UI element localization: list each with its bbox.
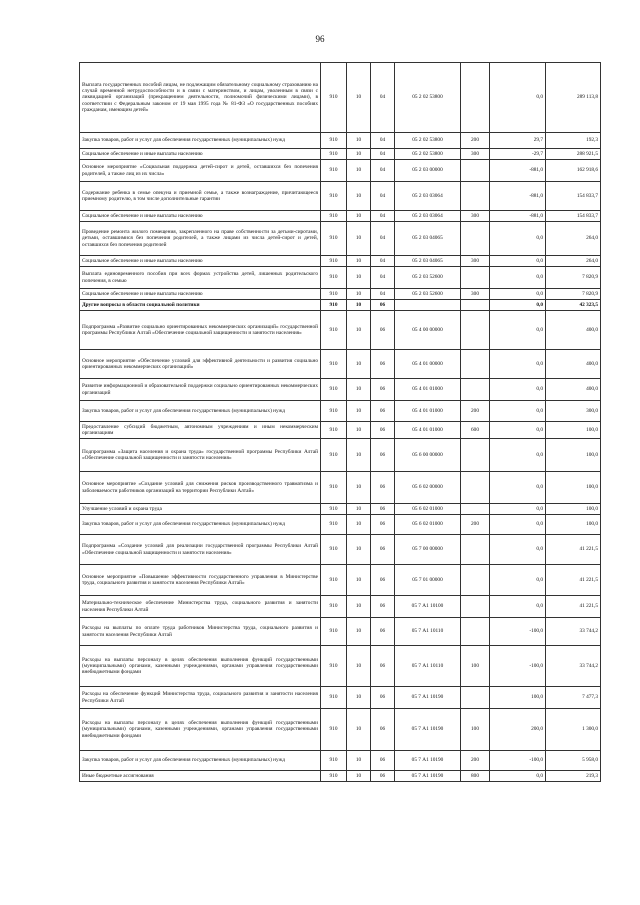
change-amount: 200,0 bbox=[490, 709, 546, 751]
row-name: Основное мероприятие «Обеспечение условий для эффективной деятельности и развития социально ориентированных некоммерческих организаций» bbox=[80, 350, 321, 379]
expense-type-code: 200 bbox=[461, 133, 490, 149]
table-row bbox=[80, 182, 601, 211]
section-code: 10 bbox=[347, 751, 371, 771]
section-code: 10 bbox=[347, 211, 371, 222]
total-amount: 100,0 bbox=[546, 515, 601, 535]
expense-type-code bbox=[461, 535, 490, 565]
expense-type-code: 300 bbox=[461, 289, 490, 300]
section-code: 10 bbox=[347, 504, 371, 515]
subsection-code: 06 bbox=[371, 401, 395, 422]
table-row bbox=[80, 751, 601, 771]
table-row bbox=[80, 211, 601, 222]
gr-code: 910 bbox=[321, 535, 347, 565]
table-row bbox=[80, 300, 601, 311]
expense-type-code: 800 bbox=[461, 771, 490, 782]
change-amount: -29,7 bbox=[490, 149, 546, 160]
table-row bbox=[80, 709, 601, 751]
target-article-code: 05 4 00 00000 bbox=[395, 311, 461, 350]
expense-type-code: 100 bbox=[461, 646, 490, 687]
expense-type-code bbox=[461, 618, 490, 646]
section-code: 10 bbox=[347, 149, 371, 160]
subsection-code: 06 bbox=[371, 439, 395, 472]
target-article-code: 05 2 03 52600 bbox=[395, 289, 461, 300]
gr-code: 910 bbox=[321, 350, 347, 379]
subsection-code: 06 bbox=[371, 535, 395, 565]
subsection-code: 06 bbox=[371, 379, 395, 401]
gr-code: 910 bbox=[321, 63, 347, 133]
target-article-code: 05 2 02 53800 bbox=[395, 149, 461, 160]
expense-type-code: 200 bbox=[461, 401, 490, 422]
total-amount: 7 477,3 bbox=[546, 687, 601, 709]
target-article-code: 05 7 А1 10100 bbox=[395, 596, 461, 618]
target-article-code: 05 7 00 00000 bbox=[395, 535, 461, 565]
row-name: Расходы на обеспечение функций Министерства труда, социального развития и занятости населения Республики Алтай bbox=[80, 687, 321, 709]
row-name: Проведение ремонта жилого помещения, закрепленного на праве собственности за детьми-сиротами, детьми, оставшимися без попечения родителей, а также лицами из числа детей-сирот и детей, оставшихся без попечения родителей bbox=[80, 222, 321, 256]
row-name: Предоставление субсидий бюджетным, автономным учреждениям и иным некоммерческим организациям bbox=[80, 422, 321, 439]
section-code: 10 bbox=[347, 222, 371, 256]
row-name: Материально-техническое обеспечение Министерства труда, социального развития и занятости населения Республики Алтай bbox=[80, 596, 321, 618]
section-code: 10 bbox=[347, 618, 371, 646]
row-name: Подпрограмма «Развитие социально ориентированных некоммерческих организаций» государственной программы Республики Алтай «Обеспечение социальной защищенности и занятости населения» bbox=[80, 311, 321, 350]
section-code: 10 bbox=[347, 401, 371, 422]
total-amount: 33 744,2 bbox=[546, 646, 601, 687]
gr-code: 910 bbox=[321, 504, 347, 515]
gr-code: 910 bbox=[321, 618, 347, 646]
gr-code: 910 bbox=[321, 222, 347, 256]
change-amount: 0,0 bbox=[490, 596, 546, 618]
target-article-code bbox=[395, 300, 461, 311]
target-article-code: 05 2 03 04065 bbox=[395, 222, 461, 256]
section-code: 10 bbox=[347, 300, 371, 311]
subsection-code: 06 bbox=[371, 618, 395, 646]
target-article-code: 05 7 А1 10190 bbox=[395, 687, 461, 709]
target-article-code: 05 2 02 53800 bbox=[395, 133, 461, 149]
subsection-code: 04 bbox=[371, 211, 395, 222]
subsection-code: 06 bbox=[371, 515, 395, 535]
target-article-code: 05 6 02 01000 bbox=[395, 515, 461, 535]
subsection-code: 06 bbox=[371, 311, 395, 350]
row-name: Выплата государственных пособий лицам, не подлежащим обязательному социальному страхованию на случай временной нетрудоспособности и в связи с материнством, и лицам, уволенным в связи с ликвидацией организаций (прекращением деятельности, полномочий физическими лицами), в соответствии с Федеральным законом от 19 мая 1995 года № 81-ФЗ «О государственных пособиях гражданам, имеющим детей» bbox=[80, 63, 321, 133]
subsection-code: 06 bbox=[371, 472, 395, 504]
row-name: Закупка товаров, работ и услуг для обеспечения государственных (муниципальных) нужд bbox=[80, 133, 321, 149]
section-code: 10 bbox=[347, 771, 371, 782]
expense-type-code bbox=[461, 439, 490, 472]
total-amount: 219,3 bbox=[546, 771, 601, 782]
change-amount: 0,0 bbox=[490, 439, 546, 472]
total-amount: 400,0 bbox=[546, 379, 601, 401]
change-amount: 0,0 bbox=[490, 565, 546, 596]
change-amount: 0,0 bbox=[490, 504, 546, 515]
gr-code: 910 bbox=[321, 472, 347, 504]
section-code: 10 bbox=[347, 267, 371, 289]
table-row bbox=[80, 535, 601, 565]
subsection-code: 06 bbox=[371, 596, 395, 618]
gr-code: 910 bbox=[321, 211, 347, 222]
gr-code: 910 bbox=[321, 596, 347, 618]
total-amount: 100,0 bbox=[546, 472, 601, 504]
target-article-code: 05 4 01 01000 bbox=[395, 401, 461, 422]
row-name: Социальное обеспечение и иные выплаты населению bbox=[80, 289, 321, 300]
target-article-code: 05 2 03 00000 bbox=[395, 160, 461, 182]
subsection-code: 06 bbox=[371, 300, 395, 311]
change-amount: -881,0 bbox=[490, 160, 546, 182]
expense-type-code bbox=[461, 267, 490, 289]
table-row bbox=[80, 63, 601, 133]
expense-type-code: 300 bbox=[461, 149, 490, 160]
subsection-code: 06 bbox=[371, 422, 395, 439]
gr-code: 910 bbox=[321, 379, 347, 401]
target-article-code: 05 7 А1 10110 bbox=[395, 646, 461, 687]
table-row bbox=[80, 133, 601, 149]
table-row bbox=[80, 149, 601, 160]
gr-code: 910 bbox=[321, 133, 347, 149]
row-name: Выплата единовременного пособия при всех формах устройства детей, лишенных родительского попечения, в семью bbox=[80, 267, 321, 289]
change-amount: 0,0 bbox=[490, 771, 546, 782]
expense-type-code bbox=[461, 300, 490, 311]
row-name: Закупка товаров, работ и услуг для обеспечения государственных (муниципальных) нужд bbox=[80, 751, 321, 771]
expense-type-code bbox=[461, 379, 490, 401]
row-name: Подпрограмма «Защита населения и охрана труда» государственной программы Республики Алтай «Обеспечение социальной защищенности и занятости населения» bbox=[80, 439, 321, 472]
total-amount: 154 833,7 bbox=[546, 182, 601, 211]
total-amount: 41 221,5 bbox=[546, 596, 601, 618]
gr-code: 910 bbox=[321, 439, 347, 472]
total-amount: 1 300,0 bbox=[546, 709, 601, 751]
section-code: 10 bbox=[347, 515, 371, 535]
page-number: 96 bbox=[315, 34, 325, 44]
change-amount: -100,0 bbox=[490, 751, 546, 771]
change-amount: 100,0 bbox=[490, 687, 546, 709]
subsection-code: 04 bbox=[371, 149, 395, 160]
expense-type-code bbox=[461, 160, 490, 182]
total-amount: 41 221,5 bbox=[546, 535, 601, 565]
expense-type-code bbox=[461, 687, 490, 709]
target-article-code: 05 6 00 00000 bbox=[395, 439, 461, 472]
row-name: Социальное обеспечение и иные выплаты населению bbox=[80, 256, 321, 267]
gr-code: 910 bbox=[321, 182, 347, 211]
total-amount: 42 323,5 bbox=[546, 300, 601, 311]
table-row bbox=[80, 311, 601, 350]
row-name: Содержание ребенка в семье опекуна и приемной семье, а также вознаграждение, причитающееся приемному родителю, в том числе дополнительные гарантии bbox=[80, 182, 321, 211]
section-code: 10 bbox=[347, 422, 371, 439]
total-amount: 100,0 bbox=[546, 422, 601, 439]
gr-code: 910 bbox=[321, 289, 347, 300]
section-code: 10 bbox=[347, 160, 371, 182]
table-row bbox=[80, 618, 601, 646]
row-name: Улучшение условий и охрана труда bbox=[80, 504, 321, 515]
subsection-code: 04 bbox=[371, 160, 395, 182]
change-amount: 0,0 bbox=[490, 401, 546, 422]
gr-code: 910 bbox=[321, 401, 347, 422]
change-amount: 0,0 bbox=[490, 300, 546, 311]
gr-code: 910 bbox=[321, 565, 347, 596]
total-amount: 264,0 bbox=[546, 256, 601, 267]
table-row bbox=[80, 422, 601, 439]
section-code: 10 bbox=[347, 535, 371, 565]
expense-type-code bbox=[461, 472, 490, 504]
target-article-code: 05 2 02 53800 bbox=[395, 63, 461, 133]
gr-code: 910 bbox=[321, 515, 347, 535]
subsection-code: 04 bbox=[371, 222, 395, 256]
gr-code: 910 bbox=[321, 149, 347, 160]
target-article-code: 05 7 01 00000 bbox=[395, 565, 461, 596]
expense-type-code bbox=[461, 63, 490, 133]
change-amount: 0,0 bbox=[490, 535, 546, 565]
section-code: 10 bbox=[347, 289, 371, 300]
target-article-code: 05 7 А1 10110 bbox=[395, 618, 461, 646]
change-amount: -881,0 bbox=[490, 182, 546, 211]
gr-code: 910 bbox=[321, 646, 347, 687]
section-code: 10 bbox=[347, 311, 371, 350]
budget-table bbox=[79, 62, 601, 782]
total-amount: 264,0 bbox=[546, 222, 601, 256]
change-amount: 0,0 bbox=[490, 289, 546, 300]
total-amount: 5 958,0 bbox=[546, 751, 601, 771]
change-amount: 0,0 bbox=[490, 267, 546, 289]
section-code: 10 bbox=[347, 565, 371, 596]
table-row bbox=[80, 504, 601, 515]
subsection-code: 04 bbox=[371, 256, 395, 267]
row-name: Подпрограмма «Создание условий для реализации государственной программы Республики Алтай «Обеспечение социальной защищенности и занятости населения» bbox=[80, 535, 321, 565]
section-code: 10 bbox=[347, 63, 371, 133]
gr-code: 910 bbox=[321, 422, 347, 439]
section-code: 10 bbox=[347, 596, 371, 618]
row-name: Социальное обеспечение и иные выплаты населению bbox=[80, 149, 321, 160]
expense-type-code bbox=[461, 350, 490, 379]
row-name: Другие вопросы в области социальной политики bbox=[80, 300, 321, 311]
target-article-code: 05 7 А1 10190 bbox=[395, 771, 461, 782]
section-code: 10 bbox=[347, 646, 371, 687]
subsection-code: 06 bbox=[371, 350, 395, 379]
total-amount: 300,0 bbox=[546, 401, 601, 422]
subsection-code: 04 bbox=[371, 133, 395, 149]
target-article-code: 05 4 01 00000 bbox=[395, 350, 461, 379]
total-amount: 154 833,7 bbox=[546, 211, 601, 222]
change-amount: 0,0 bbox=[490, 350, 546, 379]
table-row bbox=[80, 289, 601, 300]
subsection-code: 06 bbox=[371, 504, 395, 515]
table-row bbox=[80, 222, 601, 256]
section-code: 10 bbox=[347, 350, 371, 379]
target-article-code: 05 2 03 52600 bbox=[395, 267, 461, 289]
target-article-code: 05 2 03 03064 bbox=[395, 182, 461, 211]
change-amount: 0,0 bbox=[490, 63, 546, 133]
gr-code: 910 bbox=[321, 751, 347, 771]
total-amount: 41 221,5 bbox=[546, 565, 601, 596]
expense-type-code: 200 bbox=[461, 515, 490, 535]
subsection-code: 06 bbox=[371, 565, 395, 596]
table-row bbox=[80, 256, 601, 267]
table-row bbox=[80, 472, 601, 504]
table-row bbox=[80, 646, 601, 687]
subsection-code: 06 bbox=[371, 646, 395, 687]
row-name: Социальное обеспечение и иные выплаты населению bbox=[80, 211, 321, 222]
change-amount: 0,0 bbox=[490, 256, 546, 267]
total-amount: 162 918,6 bbox=[546, 160, 601, 182]
target-article-code: 05 4 01 01000 bbox=[395, 422, 461, 439]
section-code: 10 bbox=[347, 439, 371, 472]
subsection-code: 06 bbox=[371, 687, 395, 709]
table-row bbox=[80, 771, 601, 782]
subsection-code: 04 bbox=[371, 63, 395, 133]
total-amount: 7 820,9 bbox=[546, 289, 601, 300]
total-amount: 400,0 bbox=[546, 350, 601, 379]
total-amount: 400,0 bbox=[546, 311, 601, 350]
table-row bbox=[80, 350, 601, 379]
total-amount: 7 820,9 bbox=[546, 267, 601, 289]
row-name: Основное мероприятие «Повышение эффективности государственного управления в Министерстве труда, социального развития и занятости населения Республики Алтай» bbox=[80, 565, 321, 596]
expense-type-code bbox=[461, 222, 490, 256]
section-code: 10 bbox=[347, 256, 371, 267]
gr-code: 910 bbox=[321, 267, 347, 289]
gr-code: 910 bbox=[321, 687, 347, 709]
table-row bbox=[80, 379, 601, 401]
expense-type-code: 600 bbox=[461, 422, 490, 439]
gr-code: 910 bbox=[321, 160, 347, 182]
expense-type-code: 300 bbox=[461, 211, 490, 222]
section-code: 10 bbox=[347, 133, 371, 149]
gr-code: 910 bbox=[321, 771, 347, 782]
row-name: Расходы на выплаты персоналу в целях обеспечения выполнения функций государственными (муниципальными) органами, казенными учреждениями, органами управления государственными внебюджетными фондами bbox=[80, 646, 321, 687]
subsection-code: 04 bbox=[371, 182, 395, 211]
change-amount: 0,0 bbox=[490, 311, 546, 350]
expense-type-code bbox=[461, 565, 490, 596]
gr-code: 910 bbox=[321, 709, 347, 751]
table-row bbox=[80, 160, 601, 182]
subsection-code: 04 bbox=[371, 267, 395, 289]
target-article-code: 05 4 01 01000 bbox=[395, 379, 461, 401]
target-article-code: 05 6 02 00000 bbox=[395, 472, 461, 504]
target-article-code: 05 7 А1 10190 bbox=[395, 751, 461, 771]
row-name: Закупка товаров, работ и услуг для обеспечения государственных (муниципальных) нужд bbox=[80, 515, 321, 535]
row-name: Основное мероприятие «Социальная поддержка детей-сирот и детей, оставшихся без попечения родителей, а также лиц из их числа» bbox=[80, 160, 321, 182]
change-amount: -881,0 bbox=[490, 211, 546, 222]
row-name: Расходы на выплаты по оплате труда работников Министерства труда, социального развития и занятости населения Республики Алтай bbox=[80, 618, 321, 646]
total-amount: 289 113,8 bbox=[546, 63, 601, 133]
expense-type-code: 100 bbox=[461, 709, 490, 751]
table-row bbox=[80, 687, 601, 709]
expense-type-code: 300 bbox=[461, 256, 490, 267]
table-row bbox=[80, 565, 601, 596]
expense-type-code bbox=[461, 504, 490, 515]
row-name: Основное мероприятие «Создание условий для снижения рисков производственного травматизма и заболеваемости работников организаций на территории Республики Алтай» bbox=[80, 472, 321, 504]
row-name: Иные бюджетные ассигнования bbox=[80, 771, 321, 782]
table-row bbox=[80, 515, 601, 535]
row-name: Развитие информационной и образовательной поддержки социально ориентированных некоммерческих организаций bbox=[80, 379, 321, 401]
target-article-code: 05 2 03 03064 bbox=[395, 211, 461, 222]
expense-type-code bbox=[461, 596, 490, 618]
change-amount: 0,0 bbox=[490, 422, 546, 439]
gr-code: 910 bbox=[321, 256, 347, 267]
total-amount: 100,0 bbox=[546, 504, 601, 515]
section-code: 10 bbox=[347, 709, 371, 751]
total-amount: 288 921,5 bbox=[546, 149, 601, 160]
table-row bbox=[80, 596, 601, 618]
section-code: 10 bbox=[347, 687, 371, 709]
table-row bbox=[80, 439, 601, 472]
subsection-code: 06 bbox=[371, 751, 395, 771]
subsection-code: 06 bbox=[371, 709, 395, 751]
total-amount: 100,0 bbox=[546, 439, 601, 472]
target-article-code: 05 7 А1 10190 bbox=[395, 709, 461, 751]
subsection-code: 06 bbox=[371, 771, 395, 782]
expense-type-code: 200 bbox=[461, 751, 490, 771]
total-amount: 33 744,2 bbox=[546, 618, 601, 646]
section-code: 10 bbox=[347, 182, 371, 211]
section-code: 10 bbox=[347, 472, 371, 504]
change-amount: -100,0 bbox=[490, 646, 546, 687]
change-amount: 0,0 bbox=[490, 515, 546, 535]
target-article-code: 05 2 03 04065 bbox=[395, 256, 461, 267]
row-name: Расходы на выплаты персоналу в целях обеспечения выполнения функций государственными (муниципальными) органами, казенными учреждениями, органами управления государственными внебюджетными фондами bbox=[80, 709, 321, 751]
change-amount: 0,0 bbox=[490, 472, 546, 504]
row-name: Закупка товаров, работ и услуг для обеспечения государственных (муниципальных) нужд bbox=[80, 401, 321, 422]
change-amount: -100,0 bbox=[490, 618, 546, 646]
expense-type-code bbox=[461, 311, 490, 350]
subsection-code: 04 bbox=[371, 289, 395, 300]
expense-type-code bbox=[461, 182, 490, 211]
change-amount: 29,7 bbox=[490, 133, 546, 149]
table-row bbox=[80, 267, 601, 289]
table-row bbox=[80, 401, 601, 422]
change-amount: 0,0 bbox=[490, 222, 546, 256]
target-article-code: 05 6 02 01000 bbox=[395, 504, 461, 515]
gr-code: 910 bbox=[321, 300, 347, 311]
total-amount: 192,3 bbox=[546, 133, 601, 149]
gr-code: 910 bbox=[321, 311, 347, 350]
change-amount: 0,0 bbox=[490, 379, 546, 401]
section-code: 10 bbox=[347, 379, 371, 401]
